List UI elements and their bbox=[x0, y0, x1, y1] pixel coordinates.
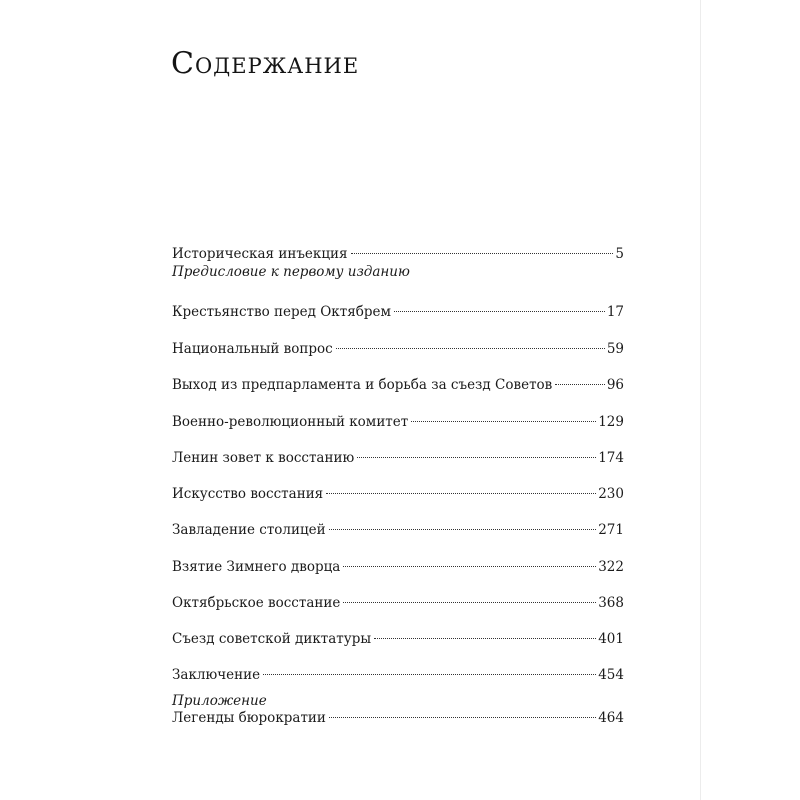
toc-entry-title: Крестьянство перед Октябрем bbox=[172, 304, 391, 320]
toc-line bbox=[172, 449, 624, 467]
toc-page-number: 5 bbox=[615, 246, 624, 262]
toc-line bbox=[172, 709, 624, 727]
toc-page-number: 174 bbox=[598, 450, 624, 466]
toc-page-number: 59 bbox=[606, 341, 624, 357]
toc-entry bbox=[172, 449, 624, 467]
dot-leader bbox=[357, 457, 596, 458]
dot-leader bbox=[411, 421, 596, 422]
toc-line bbox=[172, 594, 624, 612]
toc-entry-title: Военно-революционный комитет bbox=[172, 414, 409, 430]
toc-page-number: 230 bbox=[598, 486, 624, 502]
dot-leader bbox=[374, 638, 596, 639]
toc-entry bbox=[172, 376, 624, 394]
toc-entry bbox=[172, 521, 624, 539]
toc-page-number: 96 bbox=[606, 377, 624, 393]
toc-entry bbox=[172, 630, 624, 648]
toc-entry bbox=[172, 594, 624, 612]
dot-leader bbox=[326, 493, 596, 494]
toc-entry bbox=[172, 666, 624, 684]
toc-line bbox=[172, 485, 624, 503]
toc-page-number: 129 bbox=[598, 414, 624, 430]
toc-line bbox=[172, 376, 624, 394]
toc-entry-section-label: Приложение bbox=[172, 693, 267, 709]
toc-line bbox=[172, 245, 624, 263]
toc-entry-title: Легенды бюрократии bbox=[172, 710, 326, 726]
toc-entry-title: Взятие Зимнего дворца bbox=[172, 559, 341, 575]
toc-entry-title: Октябрьское восстание bbox=[172, 595, 341, 611]
dot-leader bbox=[394, 311, 605, 312]
toc-entry-title: Ленин зовет к восстанию bbox=[172, 450, 355, 466]
toc-line bbox=[172, 666, 624, 684]
toc-entry-title: Национальный вопрос bbox=[172, 341, 333, 357]
dot-leader bbox=[343, 602, 596, 603]
toc-entry bbox=[172, 245, 624, 281]
toc-page-number: 271 bbox=[598, 522, 624, 538]
toc-page-number: 17 bbox=[606, 304, 624, 320]
toc-page-number: 401 bbox=[598, 631, 624, 647]
toc-page-number: 454 bbox=[598, 667, 624, 683]
toc-entry-title: Заключение bbox=[172, 667, 261, 683]
toc-line bbox=[172, 630, 624, 648]
toc-line bbox=[172, 413, 624, 431]
toc-entry bbox=[172, 340, 624, 358]
toc-entry bbox=[172, 303, 624, 321]
toc-page-number: 464 bbox=[598, 710, 624, 726]
dot-leader bbox=[329, 717, 596, 718]
dot-leader bbox=[336, 348, 605, 349]
toc-entry-subtitle: Предисловие к первому изданию bbox=[172, 264, 410, 280]
dot-leader bbox=[329, 529, 597, 530]
dot-leader bbox=[555, 384, 605, 385]
toc-entry-title: Историческая инъекция bbox=[172, 246, 348, 262]
dot-leader bbox=[351, 253, 614, 254]
toc-line bbox=[172, 303, 624, 321]
toc-entry-title: Съезд советской диктатуры bbox=[172, 631, 372, 647]
toc-entry-title: Завладение столицей bbox=[172, 522, 326, 538]
toc-line bbox=[172, 521, 624, 539]
toc-page-number: 322 bbox=[598, 559, 624, 575]
toc-page-number: 368 bbox=[598, 595, 624, 611]
page-title: Содержание bbox=[171, 46, 360, 81]
toc-entry-title: Выход из предпарламента и борьба за съезд Советов bbox=[172, 377, 553, 393]
dot-leader bbox=[263, 674, 596, 675]
toc-entry bbox=[172, 413, 624, 431]
toc-entry-title: Искусство восстания bbox=[172, 486, 324, 502]
dot-leader bbox=[343, 566, 596, 567]
toc-entry bbox=[172, 558, 624, 576]
toc-entry bbox=[172, 693, 624, 727]
toc-line bbox=[172, 340, 624, 358]
toc-entry bbox=[172, 485, 624, 503]
toc-line bbox=[172, 558, 624, 576]
page-edge-divider bbox=[700, 0, 701, 800]
